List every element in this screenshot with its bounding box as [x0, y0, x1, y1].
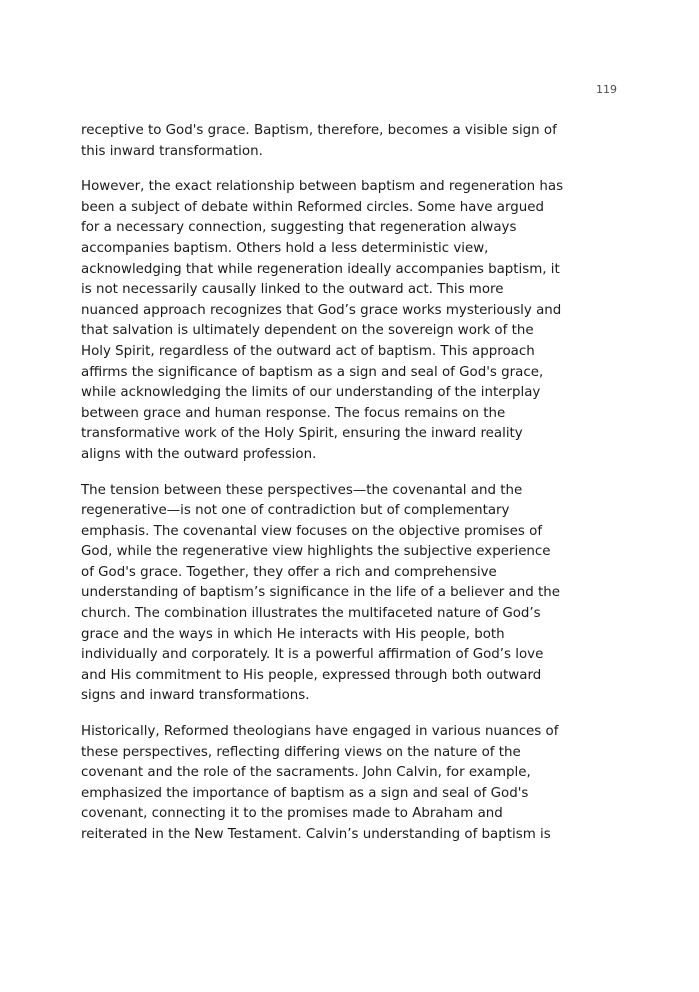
text-line: aligns with the outward profession.	[81, 446, 317, 462]
text-line: church. The combination illustrates the multifaceted nature of God’s	[81, 606, 541, 622]
text-line: between grace and human response. The focus remains on the	[81, 405, 506, 421]
text-line: that salvation is ultimately dependent on the sovereign work of the	[81, 323, 534, 339]
text-line: acknowledging that while regeneration ideally accompanies baptism, it	[81, 261, 560, 277]
text-line: covenant, connecting it to the promises made to Abraham and	[81, 806, 503, 822]
text-line: However, the exact relationship between baptism and regeneration has	[81, 179, 564, 195]
paragraph	[81, 121, 621, 162]
text-line: is not necessarily causally linked to the outward act. This more	[81, 282, 504, 298]
text-line: been a subject of debate within Reformed circles. Some have argued	[81, 199, 545, 215]
paragraph	[81, 722, 621, 846]
text-line: of God's grace. Together, they offer a rich and comprehensive	[81, 564, 497, 580]
text-line: this inward transformation.	[81, 143, 263, 159]
text-line: Holy Spirit, regardless of the outward act of baptism. This approach	[81, 343, 535, 359]
text-line: while acknowledging the limits of our understanding of the interplay	[81, 385, 541, 401]
text-line: for a necessary connection, suggesting that regeneration always	[81, 220, 517, 236]
text-line: these perspectives, reflecting differing views on the nature of the	[81, 744, 521, 760]
text-line: emphasized the importance of baptism as a sign and seal of God's	[81, 785, 529, 801]
text-line: Historically, Reformed theologians have engaged in various nuances of	[81, 724, 559, 740]
text-line: regenerative—is not one of contradiction but of complementary	[81, 503, 510, 519]
text-line: covenant and the role of the sacraments. John Calvin, for example,	[81, 765, 531, 781]
paragraph	[81, 481, 621, 708]
text-line: God, while the regenerative view highlights the subjective experience	[81, 544, 551, 560]
text-line: individually and corporately. It is a powerful affirmation of God’s love	[81, 647, 544, 663]
page-number: 119	[596, 83, 617, 96]
text-line: accompanies baptism. Others hold a less deterministic view,	[81, 240, 489, 256]
text-line: understanding of baptism’s significance in the life of a believer and the	[81, 585, 560, 601]
text-line: The tension between these perspectives—the covenantal and the	[81, 482, 523, 498]
text-block	[81, 121, 621, 861]
text-line: reiterated in the New Testament. Calvin’s understanding of baptism is	[81, 827, 551, 842]
text-line: emphasis. The covenantal view focuses on the objective promises of	[81, 523, 543, 539]
text-line: affirms the significance of baptism as a sign and seal of God's grace,	[81, 364, 544, 380]
text-line: grace and the ways in which He interacts with His people, both	[81, 626, 505, 642]
text-line: transformative work of the Holy Spirit, ensuring the inward reality	[81, 426, 523, 442]
text-line: and His commitment to His people, expressed through both outward	[81, 667, 542, 683]
text-line: nuanced approach recognizes that God’s grace works mysteriously and	[81, 302, 562, 318]
text-line: receptive to God's grace. Baptism, therefore, becomes a visible sign of	[81, 123, 557, 138]
paragraph	[81, 177, 621, 465]
text-line: signs and inward transformations.	[81, 688, 310, 704]
